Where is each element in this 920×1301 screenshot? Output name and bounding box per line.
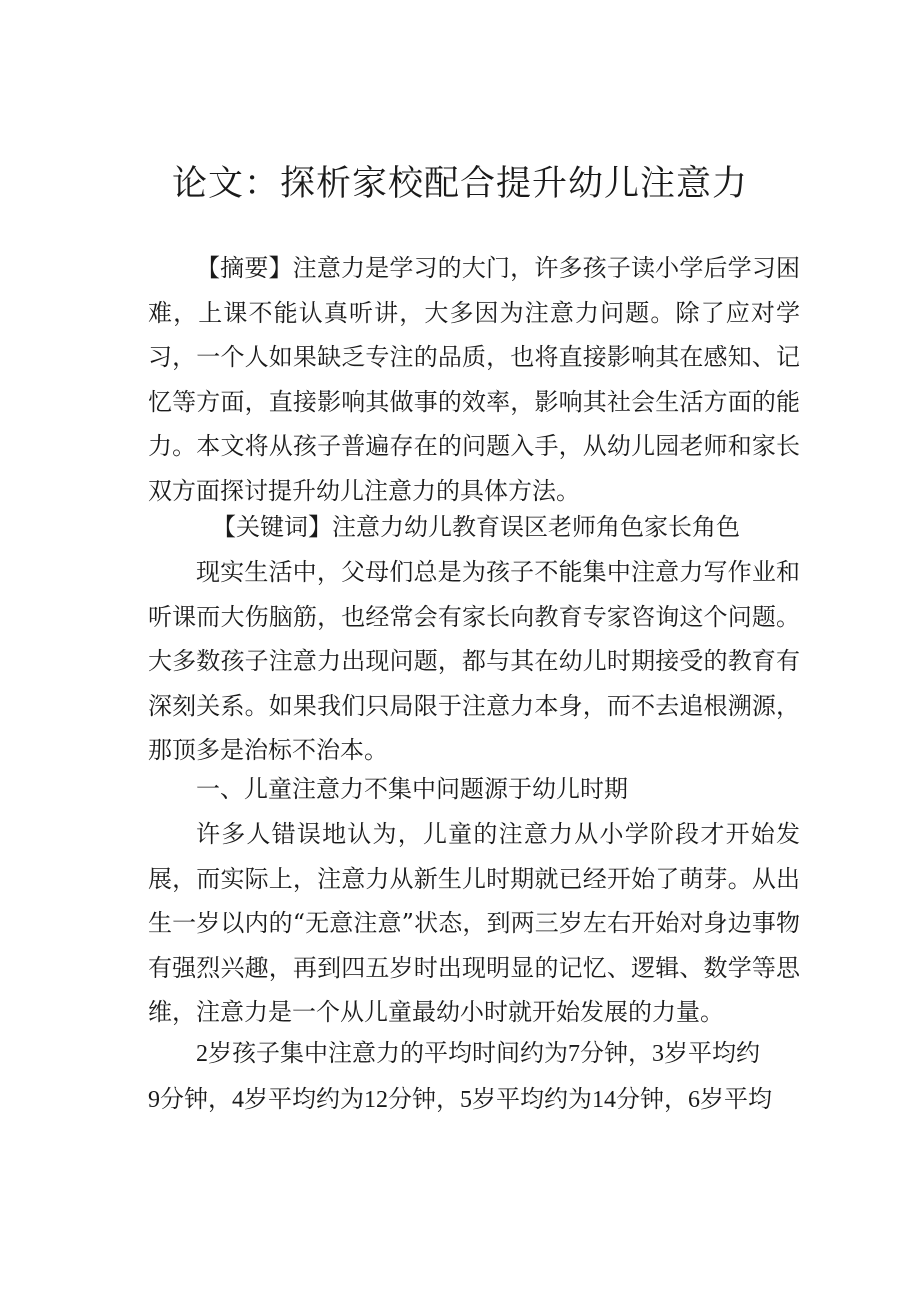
stats-line-1: 2岁孩子集中注意力的平均时间约为7分钟，3岁平均约 bbox=[196, 1041, 760, 1067]
intro-paragraph: 现实生活中，父母们总是为孩子不能集中注意力写作业和听课而大伤脑筋，也经常会有家长向教育专家咨询这个问题。大多数孩子注意力出现问题，都与其在幼儿时期接受的教育有深刻关系。如果我们只局限于注意力本身，而不去追根溯源，那顶多是治标不治本。 bbox=[148, 558, 800, 764]
document-title: 论文：探析家校配合提升幼儿注意力 bbox=[171, 164, 748, 204]
keywords-label: 【关键词】 bbox=[212, 513, 332, 541]
section1-paragraph: 许多人错误地认为，儿童的注意力从小学阶段才开始发展，而实际上，注意力从新生儿时期就已经开始了萌芽。从出生一岁以内的“无意注意”状态，到两三岁左右开始对身边事物有强烈兴趣，再到四五岁时出现明显的记忆、逻辑、数学等思维，注意力是一个从儿童最幼小时就开始发展的力量。 bbox=[148, 820, 800, 1026]
abstract-paragraph bbox=[148, 246, 800, 513]
abstract-text: 注意力是学习的大门，许多孩子读小学后学习困难，上课不能认真听讲，大多因为注意力问题。除了应对学习，一个人如果缺乏专注的品质，也将直接影响其在感知、记忆等方面，直接影响其做事的效率，影响其社会生活方面的能力。本文将从孩子普遍存在的问题入手，从幼儿园老师和家长双方面探讨提升幼儿注意力的具体方法。 bbox=[148, 254, 801, 505]
section1-heading: 一、儿童注意力不集中问题源于幼儿时期 bbox=[196, 775, 628, 803]
abstract-label: 【摘要】 bbox=[196, 254, 293, 282]
keywords-paragraph bbox=[164, 505, 800, 550]
keywords-text: 注意力幼儿教育误区老师角色家长角色 bbox=[332, 513, 740, 541]
stats-line-2: 9分钟，4岁平均约为12分钟，5岁平均约为14分钟，6岁平均 bbox=[148, 1087, 772, 1113]
